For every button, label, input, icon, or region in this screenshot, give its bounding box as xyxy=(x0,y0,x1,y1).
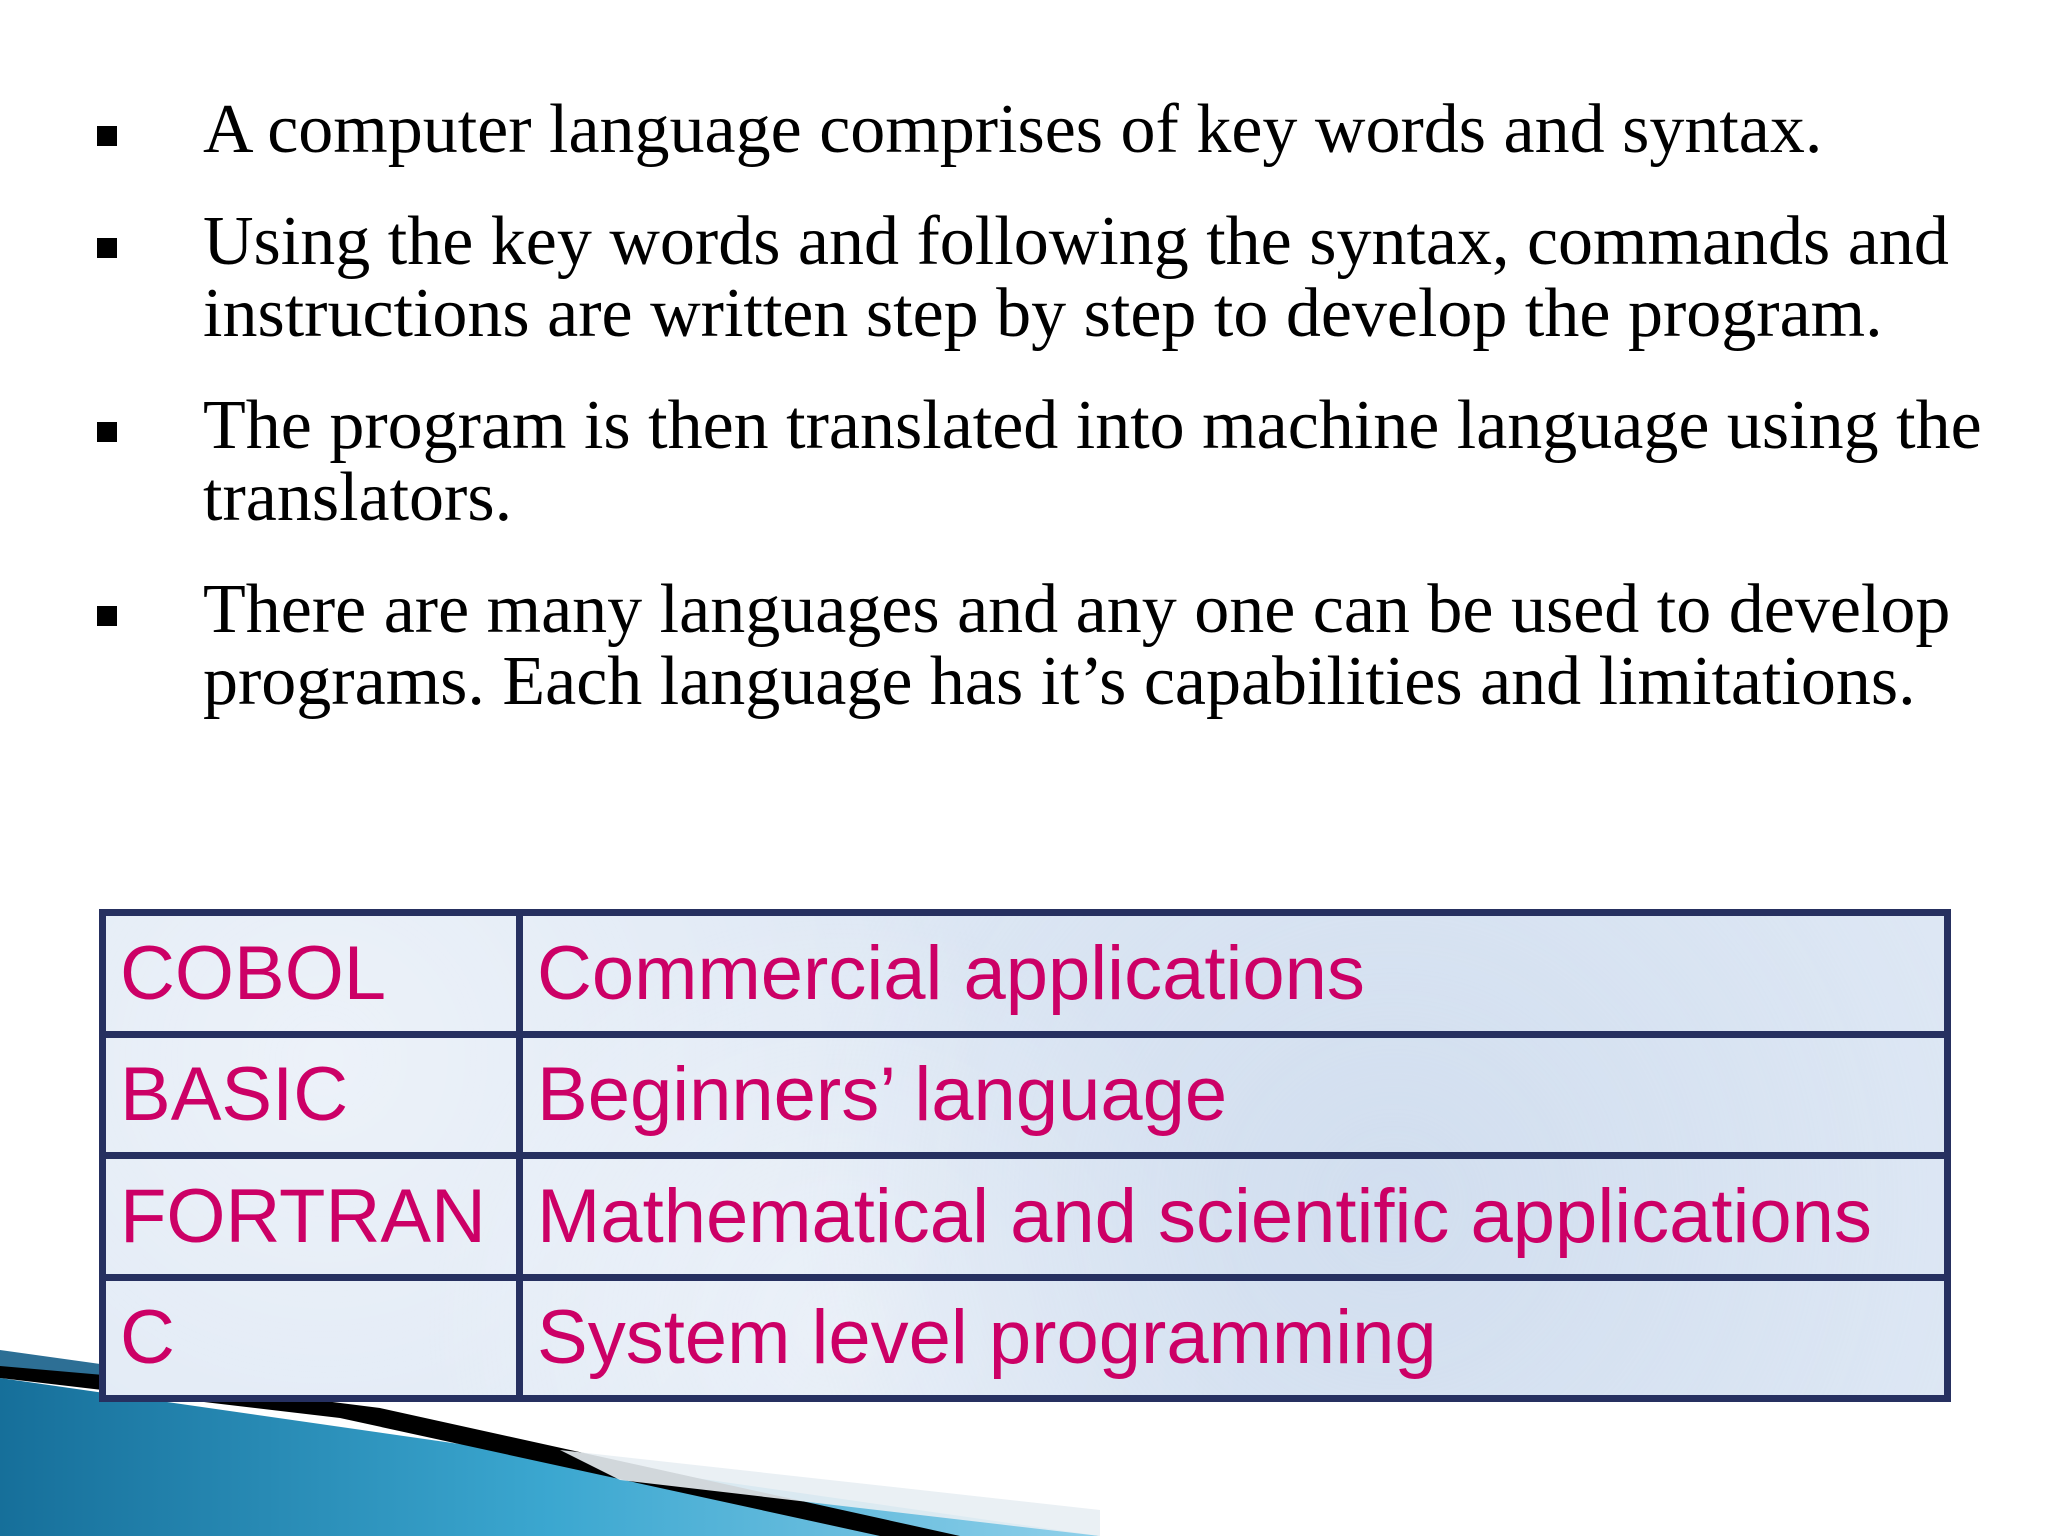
language-name-cell: FORTRAN xyxy=(103,1156,520,1278)
bullet-item xyxy=(90,571,1990,720)
bullet-text: Using the key words and following the syntax, commands and instructions are written step by step to develop the program. xyxy=(203,203,1949,352)
language-use-cell: Beginners’ language xyxy=(520,1034,1948,1156)
square-bullet-icon xyxy=(97,126,117,146)
bullet-item xyxy=(90,387,1990,536)
square-bullet-icon xyxy=(97,422,117,442)
table-row xyxy=(103,913,1948,1035)
table-row xyxy=(103,1156,1948,1278)
language-use-cell: Commercial applications xyxy=(520,913,1948,1035)
bullet-text: The program is then translated into machine language using the translators. xyxy=(203,387,1982,536)
language-use-cell: System level programming xyxy=(520,1277,1948,1399)
language-name-cell: C xyxy=(103,1277,520,1399)
bullet-text: A computer language comprises of key words and syntax. xyxy=(203,91,1823,168)
table-row xyxy=(103,1034,1948,1156)
languages-table xyxy=(99,909,1951,1402)
language-name-cell: COBOL xyxy=(103,913,520,1035)
language-use-cell: Mathematical and scientific applications xyxy=(520,1156,1948,1278)
bullet-list xyxy=(90,91,1990,758)
language-name-cell: BASIC xyxy=(103,1034,520,1156)
table-row xyxy=(103,1277,1948,1399)
bullet-item xyxy=(90,91,1990,168)
bullet-text: There are many languages and any one can be used to develop programs. Each language has it’s capabilities and limitations. xyxy=(203,571,1951,720)
square-bullet-icon xyxy=(97,238,117,258)
bullet-item xyxy=(90,203,1990,352)
square-bullet-icon xyxy=(97,606,117,626)
